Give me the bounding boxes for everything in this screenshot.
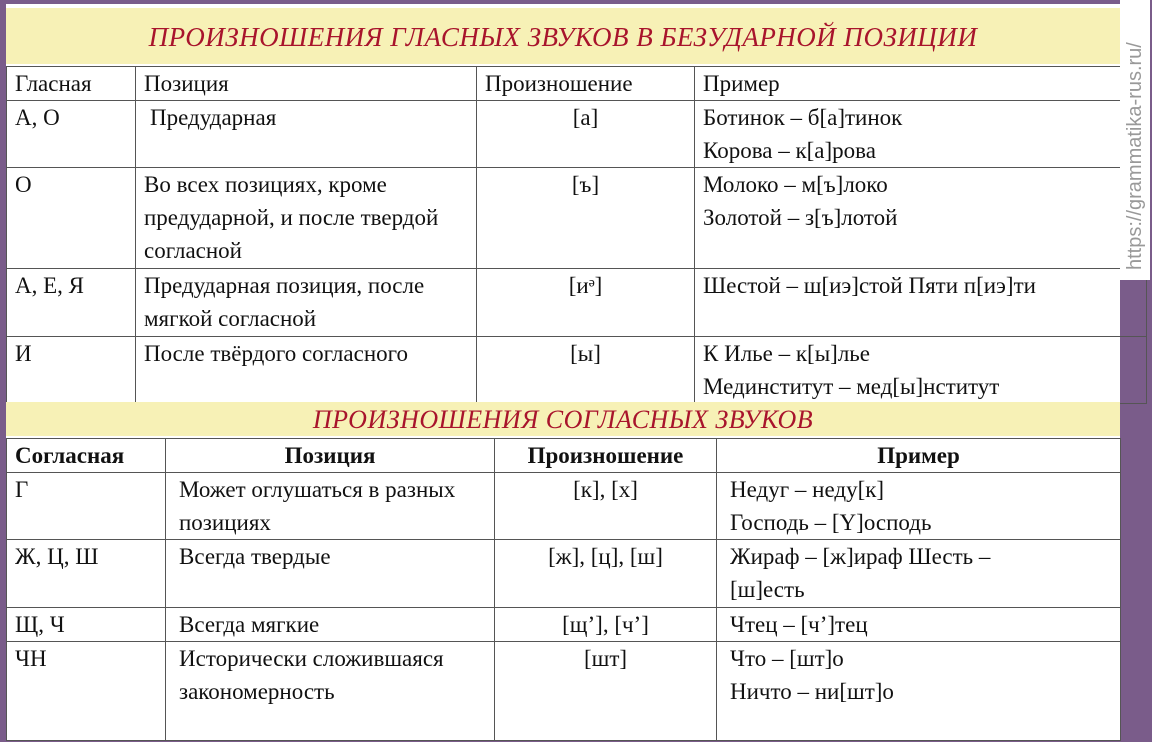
example-line: Недуг – неду[к] [730, 477, 885, 502]
table-row [7, 269, 1147, 337]
example-cell [695, 337, 1147, 404]
example-line: Жираф – [ж]ираф Шесть – [730, 544, 991, 569]
example-line: Чтец – [ч’]тец [730, 612, 868, 637]
consonant-cell: Г [7, 473, 166, 540]
vowels-title: ПРОИЗНОШЕНИЯ ГЛАСНЫХ ЗВУКОВ В БЕЗУДАРНОЙ ПОЗИЦИИ [6, 8, 1120, 64]
example-line: Ботинок – б[а]тинок [703, 105, 903, 130]
sound-cell: [ж], [ц], [ш] [495, 540, 717, 608]
vowel-cell: А, Е, Я [7, 269, 136, 337]
watermark-url: https://grammatika-rus.ru/ [1124, 42, 1146, 270]
rules-sheet [6, 4, 1120, 740]
table-row [7, 101, 1147, 168]
vowel-cell: А, О [7, 101, 136, 168]
consonant-cell: Щ, Ч [7, 608, 166, 642]
sound-cell: [шт] [495, 642, 717, 741]
header-vowel: Гласная [7, 67, 136, 101]
header-position: Позиция [136, 67, 477, 101]
example-line: Мединститут – мед[ы]нститут [703, 374, 1000, 399]
example-line: Что – [шт]о [730, 646, 844, 671]
example-cell [695, 168, 1147, 269]
header-pronunciation: Произношение [495, 439, 717, 473]
example-cell [717, 473, 1121, 540]
position-cell: Всегда мягкие [166, 608, 495, 642]
header-position: Позиция [166, 439, 495, 473]
watermark [1120, 0, 1150, 280]
vowel-cell: О [7, 168, 136, 269]
example-cell [717, 540, 1121, 608]
example-line: Господь – [Ү]осподь [730, 510, 932, 535]
sound-cell: [к], [х] [495, 473, 717, 540]
header-example: Пример [717, 439, 1121, 473]
position-cell: После твёрдого согласного [136, 337, 477, 404]
table-row [7, 168, 1147, 269]
example-cell [695, 269, 1147, 337]
consonants-table [6, 438, 1121, 741]
table-row [7, 608, 1121, 642]
sound-cell: [а] [477, 101, 695, 168]
example-line: К Илье – к[ы]лье [703, 341, 870, 366]
position-cell: Исторически сложившаяся закономерность [166, 642, 495, 741]
example-cell [717, 608, 1121, 642]
example-line: Шестой – ш[иэ]стой Пяти п[иэ]ти [703, 273, 1036, 298]
vowel-cell: И [7, 337, 136, 404]
sound-cell: [ы] [477, 337, 695, 404]
table-row [7, 337, 1147, 404]
sound-cell: [иᵊ] [477, 269, 695, 337]
example-cell [717, 642, 1121, 741]
position-cell: Предударная позиция, после мягкой согласной [136, 269, 477, 337]
example-cell [695, 101, 1147, 168]
table-row [7, 540, 1121, 608]
table-row [7, 642, 1121, 741]
header-pronunciation: Произношение [477, 67, 695, 101]
sound-cell: [ъ] [477, 168, 695, 269]
position-cell: Во всех позициях, кроме предударной, и после твердой согласной [136, 168, 477, 269]
consonant-cell: Ж, Ц, Ш [7, 540, 166, 608]
position-cell: Может оглушаться в разных позициях [166, 473, 495, 540]
vowels-header-row [7, 67, 1147, 101]
header-consonant: Согласная [7, 439, 166, 473]
position-cell: Предударная [136, 101, 477, 168]
table-row [7, 473, 1121, 540]
position-cell: Всегда твердые [166, 540, 495, 608]
consonants-header-row [7, 439, 1121, 473]
sound-cell: [щ’], [ч’] [495, 608, 717, 642]
consonant-cell: ЧН [7, 642, 166, 741]
example-line: Золотой – з[ъ]лотой [703, 205, 898, 230]
consonants-title: ПРОИЗНОШЕНИЯ СОГЛАСНЫХ ЗВУКОВ [6, 402, 1120, 436]
vowels-table [6, 66, 1147, 404]
example-line: Молоко – м[ъ]локо [703, 172, 888, 197]
header-example: Пример [695, 67, 1147, 101]
example-line: Корова – к[а]рова [703, 138, 876, 163]
example-line: [ш]есть [730, 577, 805, 602]
example-line: Ничто – ни[шт]о [730, 679, 894, 704]
